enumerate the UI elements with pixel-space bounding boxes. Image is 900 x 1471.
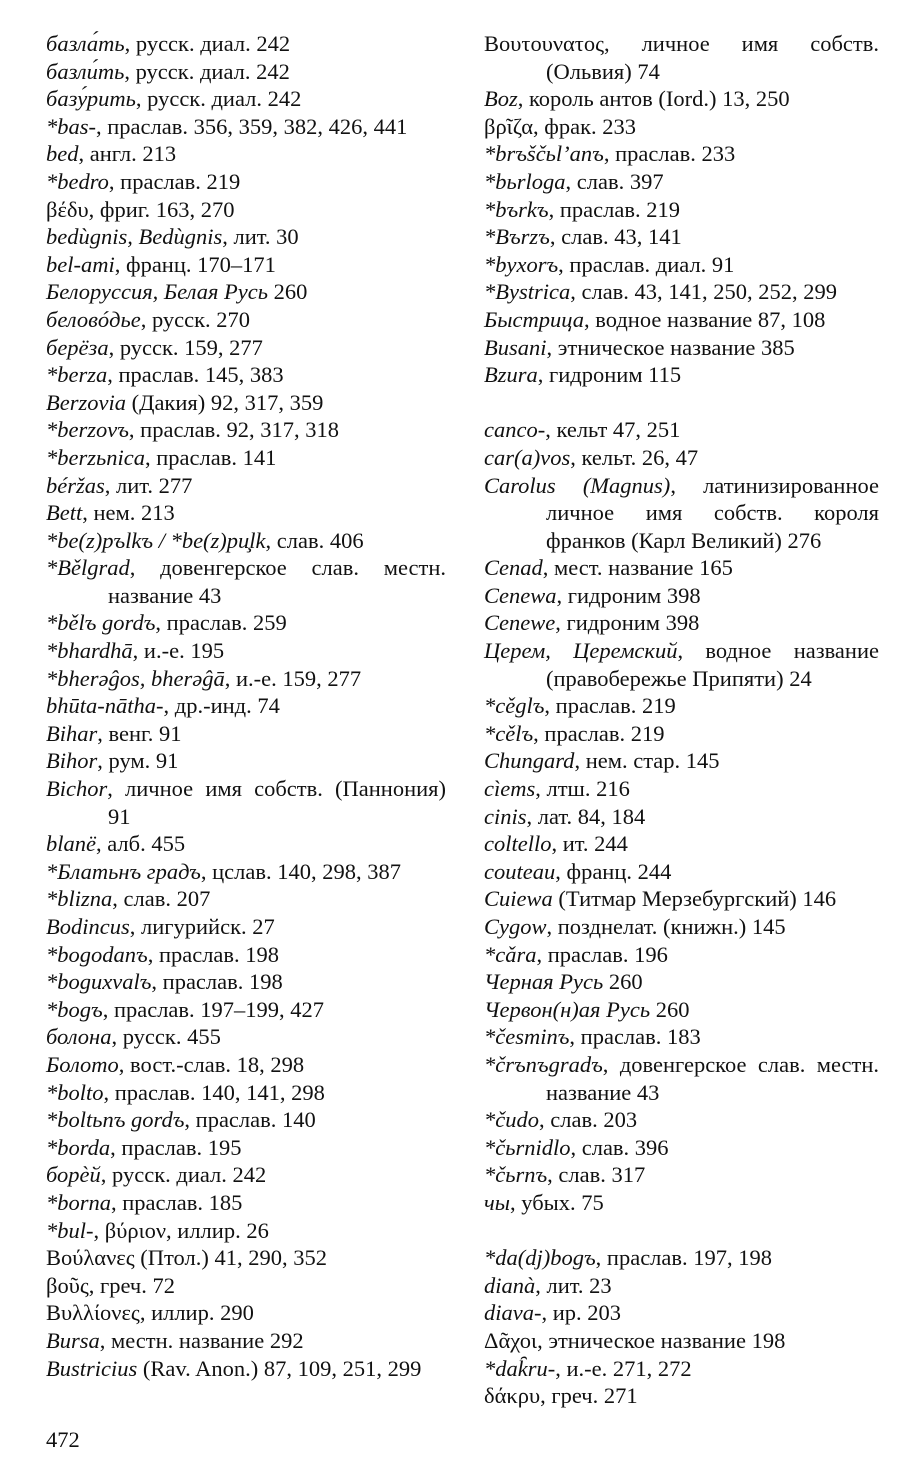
index-term: bed [46, 141, 79, 167]
index-reference: , фрак. 233 [533, 113, 637, 139]
index-entry [46, 1161, 446, 1189]
index-term: *berzovъ [46, 417, 129, 443]
index-term: diava- [484, 1300, 542, 1326]
index-reference: , праслав. 140 [184, 1107, 316, 1133]
index-entry [484, 554, 879, 582]
index-term: *berzьnica [46, 444, 145, 470]
index-entry [46, 168, 446, 196]
index-term: coltello [484, 831, 552, 857]
index-term: *cǎra [484, 941, 537, 967]
index-term: *blizna [46, 886, 113, 912]
index-reference: , праслав. 198 [151, 969, 283, 995]
index-reference: , праслав. 259 [155, 610, 287, 636]
index-entry [484, 996, 879, 1024]
index-reference: , праслав. 219 [544, 693, 676, 719]
index-entry [484, 1355, 879, 1383]
index-reference: , англ. 213 [78, 141, 177, 167]
index-entry [484, 858, 879, 886]
index-reference: , ир. 203 [541, 1300, 622, 1326]
index-entry [484, 582, 879, 610]
index-term: cìems [484, 776, 536, 802]
index-entry [484, 168, 879, 196]
index-term: Boz [484, 86, 518, 112]
index-term: *cělъ [484, 720, 534, 746]
index-entry [484, 1051, 879, 1106]
index-entry [46, 251, 446, 279]
index-entry [484, 1327, 879, 1355]
page-number: 472 [46, 1427, 80, 1452]
index-entry [46, 996, 446, 1024]
index-entry [46, 1327, 446, 1355]
index-reference: , слав. 207 [112, 886, 211, 912]
index-entry [484, 720, 879, 748]
index-term: Быстрица [484, 306, 585, 332]
index-reference: , лигурийск. 27 [129, 914, 275, 939]
index-entry [46, 306, 446, 334]
index-entry [46, 30, 446, 58]
index-term: Черная Русь [484, 969, 604, 995]
index-reference: , праслав. 145, 383 [107, 362, 284, 388]
index-reference: , этническое название 385 [546, 334, 795, 360]
index-entry [484, 30, 879, 85]
index-reference: , праслав. 196 [536, 941, 668, 967]
index-entry [46, 885, 446, 913]
index-term: *čudo [484, 1107, 539, 1133]
index-reference: , праслав. 233 [603, 141, 736, 167]
index-column-right [484, 30, 879, 1410]
index-reference: , русск. диал. 242 [124, 58, 290, 84]
index-reference: , праслав. 356, 359, 382, 426, 441 [96, 113, 408, 139]
index-term: *bherəĝos, bherəĝā [46, 665, 225, 691]
index-term: *be(z)pъlkъ / *be(z)pu̧lk [46, 527, 266, 553]
index-reference: , праслав. 183 [569, 1024, 701, 1050]
index-reference: , убых. 75 [509, 1189, 604, 1215]
index-reference: , русск. 455 [111, 1024, 221, 1050]
index-term: *bas- [46, 113, 96, 139]
index-term: базу́рить [46, 86, 136, 112]
index-reference: , греч. 72 [88, 1272, 175, 1298]
index-reference: 260 [267, 279, 308, 305]
index-term: базла́ть [46, 31, 125, 56]
index-reference: , ит. 244 [551, 831, 628, 857]
index-reference: , гидроним 398 [556, 582, 701, 608]
index-entry [46, 665, 446, 693]
index-entry [484, 113, 879, 141]
index-reference: , этническое название 198 [537, 1327, 786, 1353]
index-entry [484, 747, 879, 775]
index-entry [46, 223, 446, 251]
index-entry [484, 1189, 879, 1217]
index-term: *bъrkъ [484, 196, 549, 222]
index-reference: , русск. диал. 242 [100, 1162, 267, 1188]
index-entry [46, 1079, 446, 1107]
index-reference: , нем. 213 [82, 500, 175, 526]
index-term: Βυλλίονες [46, 1300, 140, 1326]
index-term: *bhardhā [46, 638, 133, 664]
index-reference: , и.-е. 159, 277 [224, 665, 362, 691]
index-entry [46, 775, 446, 830]
index-term: cinis [484, 803, 527, 829]
index-reference: , довенгерское слав. местн. название 43 [108, 555, 446, 608]
index-entry [484, 1382, 879, 1410]
index-term: Bzura [484, 362, 538, 388]
index-term: *Bystrica [484, 279, 571, 305]
index-reference: , водное название 87, 108 [584, 306, 826, 332]
index-entry [484, 444, 879, 472]
index-reference: , нем. стар. 145 [574, 748, 720, 774]
index-reference: , лит. 277 [104, 472, 193, 498]
index-term: беловóдье [46, 306, 141, 332]
index-term: Carolus (Magnus) [484, 472, 671, 498]
index-term: чы [484, 1189, 510, 1215]
index-entry [46, 113, 446, 141]
index-entry [46, 416, 446, 444]
index-reference: 260 [650, 996, 690, 1022]
index-reference: , иллир. 290 [139, 1300, 254, 1326]
index-term: *borna [46, 1189, 112, 1215]
index-entry [46, 334, 446, 362]
index-entry [484, 885, 879, 913]
index-entry [46, 1134, 446, 1162]
index-term: Bursa [46, 1327, 100, 1353]
index-term: *Bělgrad [46, 555, 130, 581]
index-term: Cuiewa [484, 886, 553, 912]
index-reference: , слав. 396 [570, 1134, 669, 1160]
index-reference: , слав. 397 [565, 168, 664, 194]
index-entry [46, 1355, 446, 1383]
index-reference: , лит. 23 [535, 1272, 612, 1298]
index-reference: , лтш. 216 [535, 776, 630, 802]
index-reference: , праслав. 219 [533, 720, 665, 746]
index-entry [484, 251, 879, 279]
index-reference: , местн. название 292 [99, 1327, 304, 1353]
index-reference: , праслав. 197–199, 427 [102, 996, 325, 1022]
index-term: Βουτουνατος [484, 31, 604, 56]
index-term: βοῦς [46, 1272, 89, 1298]
index-reference: , праслав. 197, 198 [595, 1245, 773, 1271]
index-reference: , слав. 43, 141 [549, 224, 682, 250]
index-term: *berza [46, 362, 108, 388]
index-reference: , фриг. 163, 270 [88, 196, 235, 222]
index-entry [484, 361, 879, 389]
index-entry [484, 196, 879, 224]
index-term: canco- [484, 417, 546, 443]
index-entry [46, 858, 446, 886]
index-entry [484, 692, 879, 720]
index-reference: (Rav. Anon.) 87, 109, 251, 299 [137, 1355, 422, 1381]
index-term: Болото [46, 1051, 119, 1077]
index-term: *da(dj)bogъ [484, 1245, 596, 1271]
index-reference: , праслав. 219 [108, 168, 241, 194]
index-entry [46, 609, 446, 637]
index-entry [484, 1299, 879, 1327]
index-reference: , праслав. 141 [144, 444, 277, 470]
index-reference: , слав. 203 [539, 1107, 638, 1133]
index-term: *bьrloga [484, 168, 566, 194]
index-term: *boltьnъ gordъ [46, 1107, 185, 1133]
index-entry [46, 554, 446, 609]
index-term: *bul- [46, 1217, 94, 1243]
index-term: берёза [46, 334, 109, 360]
index-reference: , русск. 159, 277 [108, 334, 263, 360]
index-reference: , праслав. диал. 91 [558, 251, 735, 277]
index-term: Busani [484, 334, 547, 360]
index-reference: , личное имя собств. (Ольвия) 74 [546, 31, 879, 84]
index-entry [46, 941, 446, 969]
index-reference: , русск. диал. 242 [124, 31, 291, 56]
index-term: *bedro [46, 168, 109, 194]
index-reference: , лит. 30 [222, 224, 299, 250]
index-term: Δᾶχοι [484, 1327, 538, 1353]
index-entry [46, 499, 446, 527]
index-entry [484, 1106, 879, 1134]
index-entry [484, 637, 879, 692]
index-column-left [46, 30, 446, 1382]
index-reference: , и.-е. 271, 272 [555, 1355, 692, 1381]
index-entry [46, 444, 446, 472]
index-entry [484, 609, 879, 637]
index-term: couteau [484, 858, 556, 884]
index-term: dianà [484, 1272, 536, 1298]
index-term: *dak̑ru- [484, 1355, 556, 1381]
index-term: *čьrnъ [484, 1162, 548, 1188]
index-term: *bogъ [46, 996, 103, 1022]
index-entry [484, 472, 879, 555]
index-entry [46, 1244, 446, 1272]
index-entry [46, 1299, 446, 1327]
index-term: *čьrnidlo [484, 1134, 571, 1160]
index-reference: , водное название (правобережье Припяти) 24 [546, 638, 879, 691]
index-entry [484, 1272, 879, 1300]
index-term: Bichor [46, 776, 108, 802]
index-entry [46, 913, 446, 941]
index-reference: , гидроним 115 [537, 362, 682, 388]
index-entry [46, 1217, 446, 1245]
index-term: *byxorъ [484, 251, 559, 277]
index-entry [46, 1023, 446, 1051]
index-reference: , позднелат. (книжн.) 145 [546, 914, 786, 939]
index-reference: , праслав. 140, 141, 298 [103, 1079, 325, 1105]
index-entry [484, 140, 879, 168]
index-entry [46, 720, 446, 748]
index-entry [46, 472, 446, 500]
index-entry [46, 830, 446, 858]
index-term: bedùgnis, Bedùgnis [46, 224, 223, 250]
index-reference: , лат. 84, 184 [526, 803, 646, 829]
index-term: *brъščьl’anъ [484, 141, 604, 167]
index-reference: , рум. 91 [97, 748, 179, 774]
index-term: *črъnъgradъ [484, 1051, 603, 1077]
index-reference: , мест. название 165 [542, 555, 733, 581]
index-reference: (Птол.) 41, 290, 352 [134, 1245, 327, 1271]
index-entry [484, 278, 879, 306]
index-term: Cygow [484, 914, 547, 939]
index-entry [46, 58, 446, 86]
index-reference: , βύριον, иллир. 26 [93, 1217, 269, 1243]
index-reference: , русск. диал. 242 [135, 86, 302, 112]
index-reference: , др.-инд. 74 [163, 693, 280, 719]
index-reference: (Титмар Мерзебургский) 146 [552, 886, 837, 912]
index-entry [46, 1272, 446, 1300]
index-entry [46, 527, 446, 555]
index-term: Chungard [484, 748, 575, 774]
index-entry [484, 1023, 879, 1051]
index-term: Cenewa [484, 582, 557, 608]
index-entry [484, 334, 879, 362]
index-reference: , венг. 91 [97, 720, 182, 746]
index-term: *bělъ gordъ [46, 610, 156, 636]
index-entry [484, 1134, 879, 1162]
index-term: Церем, Церемский [484, 638, 678, 664]
index-entry [484, 775, 879, 803]
index-term: *česminъ [484, 1024, 570, 1050]
index-reference: , праслав. 92, 317, 318 [128, 417, 340, 443]
index-entry [46, 389, 446, 417]
index-entry [484, 968, 879, 996]
index-term: *borda [46, 1134, 111, 1160]
index-term: βέδυ [46, 196, 89, 222]
index-entry [484, 941, 879, 969]
index-reference: 260 [603, 969, 643, 995]
index-term: βρῖζα [484, 113, 534, 139]
index-term: Cenad [484, 555, 543, 581]
index-entry [46, 361, 446, 389]
index-entry [46, 1189, 446, 1217]
index-term: болона [46, 1024, 112, 1050]
index-term: базли́ть [46, 58, 125, 84]
index-entry [484, 1244, 879, 1272]
index-reference: , довенгерское слав. местн. название 43 [546, 1051, 879, 1105]
index-reference: , кельт 47, 251 [545, 417, 681, 443]
index-entry [46, 140, 446, 168]
index-entry [46, 278, 446, 306]
index-term: bhūta-nātha- [46, 693, 164, 719]
index-entry [46, 85, 446, 113]
index-term: béržas [46, 472, 105, 498]
index-reference: , слав. 317 [547, 1162, 646, 1188]
index-reference: , и.-е. 195 [132, 638, 225, 664]
index-term: car(a)vos [484, 444, 571, 470]
index-entry [484, 306, 879, 334]
index-reference: , праслав. 198 [147, 941, 280, 967]
index-term: *Bъrzъ [484, 224, 550, 250]
index-entry [46, 968, 446, 996]
index-reference: , личное имя собств. (Паннония) 91 [107, 776, 446, 829]
index-entry [484, 85, 879, 113]
index-entry [46, 1051, 446, 1079]
index-reference: , греч. 271 [540, 1383, 638, 1409]
index-reference: , слав. 406 [265, 527, 364, 553]
index-reference: , слав. 43, 141, 250, 252, 299 [570, 279, 838, 305]
index-entry [46, 1106, 446, 1134]
index-term: *bogodanъ [46, 941, 148, 967]
index-term: *cěglъ [484, 693, 545, 719]
index-term: Червон(н)ая Русь [484, 996, 651, 1022]
index-term: Bihor [46, 748, 98, 774]
index-reference: , цслав. 140, 298, 387 [200, 858, 401, 884]
index-reference: , латинизированное личное имя собств. короля франков (Карл Великий) 276 [546, 472, 879, 553]
index-term: *Блатьнъ градъ [46, 858, 201, 884]
index-term: Cenewe [484, 610, 556, 636]
index-entry [46, 692, 446, 720]
index-entry [484, 913, 879, 941]
index-entry [46, 196, 446, 224]
index-term: Bodincus [46, 914, 130, 939]
index-reference: , праслав. 195 [110, 1134, 242, 1160]
index-term: *bolto [46, 1079, 104, 1105]
index-term: борѐй [46, 1162, 101, 1188]
index-entry [484, 803, 879, 831]
index-term: *boguxvalъ [46, 969, 152, 995]
index-term: Bett [46, 500, 83, 526]
index-entry [46, 637, 446, 665]
index-reference: , русск. 270 [140, 306, 251, 332]
index-term: bel-ami [46, 251, 115, 277]
index-entry [484, 223, 879, 251]
index-reference: , алб. 455 [96, 831, 186, 857]
index-term: Βούλανες [46, 1245, 135, 1271]
index-term: Bustricius [46, 1355, 138, 1381]
index-reference: , вост.-слав. 18, 298 [118, 1051, 305, 1077]
index-entry [46, 747, 446, 775]
index-reference: , праслав. 219 [548, 196, 680, 222]
index-reference: , франц. 244 [555, 858, 672, 884]
index-reference: , король антов (Iord.) 13, 250 [517, 86, 790, 112]
index-entry [484, 830, 879, 858]
index-term: Bihar [46, 720, 98, 746]
index-reference: , франц. 170–171 [114, 251, 276, 277]
index-entry [484, 416, 879, 444]
index-entry [484, 1161, 879, 1189]
index-reference: , праслав. 185 [111, 1189, 243, 1215]
index-reference: , гидроним 398 [555, 610, 700, 636]
index-reference: (Дакия) 92, 317, 359 [125, 389, 324, 415]
index-term: δάκρυ [484, 1383, 541, 1409]
index-term: Berzovia [46, 389, 126, 415]
index-term: Белоруссия, Белая Русь [46, 279, 268, 305]
index-reference: , кельт. 26, 47 [570, 444, 699, 470]
index-term: blanë [46, 831, 96, 857]
